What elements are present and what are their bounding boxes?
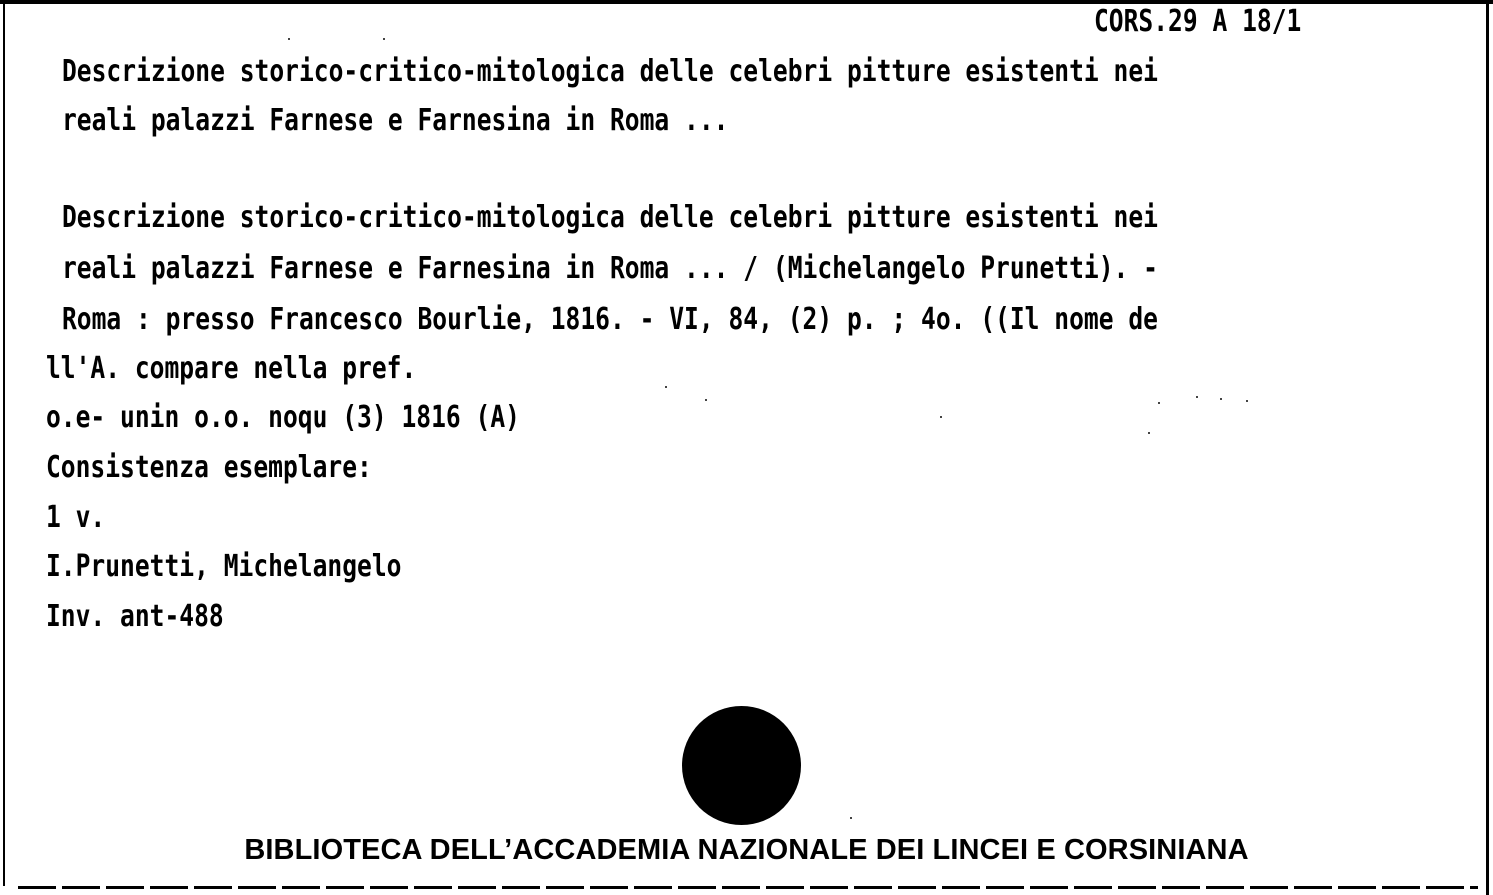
scan-speck	[850, 817, 852, 819]
inventory-number: Inv. ant-488	[46, 599, 224, 634]
description-line-2: reali palazzi Farnese e Farnesina in Roma ... / (Michelangelo Prunetti). -	[62, 251, 1158, 286]
holdings-label: Consistenza esemplare:	[46, 450, 372, 485]
heading-line-1: Descrizione storico-critico-mitologica delle celebri pitture esistenti nei	[62, 54, 1158, 89]
added-entry: I.Prunetti, Michelangelo	[46, 549, 402, 584]
card-right-edge	[1486, 0, 1489, 895]
punch-hole	[682, 706, 801, 825]
scan-speck	[288, 38, 290, 40]
scan-speck	[1196, 396, 1198, 398]
scan-speck	[705, 399, 707, 401]
scan-speck	[1158, 402, 1160, 404]
scan-speck	[665, 386, 667, 388]
scan-speck	[1220, 398, 1222, 400]
description-line-3: Roma : presso Francesco Bourlie, 1816. - VI, 84, (2) p. ; 4o. ((Il nome de	[62, 302, 1158, 337]
scan-speck	[1246, 400, 1248, 402]
fingerprint-line: o.e- unin o.o. noqu (3) 1816 (A)	[46, 400, 520, 435]
card-bottom-edge	[18, 886, 1478, 889]
library-name: BIBLIOTECA DELL’ACCADEMIA NAZIONALE DEI LINCEI E CORSINIANA	[244, 834, 1249, 866]
description-line-1: Descrizione storico-critico-mitologica delle celebri pitture esistenti nei	[62, 200, 1158, 235]
shelfmark: CORS.29 A 18/1	[1094, 4, 1302, 39]
card-left-edge	[3, 0, 5, 886]
scan-speck	[1148, 432, 1150, 434]
holdings-value: 1 v.	[46, 500, 106, 535]
heading-line-2: reali palazzi Farnese e Farnesina in Roma ...	[62, 103, 729, 138]
scan-speck	[383, 38, 385, 40]
scan-speck	[940, 416, 942, 418]
note-line: ll'A. compare nella pref.	[46, 351, 417, 386]
